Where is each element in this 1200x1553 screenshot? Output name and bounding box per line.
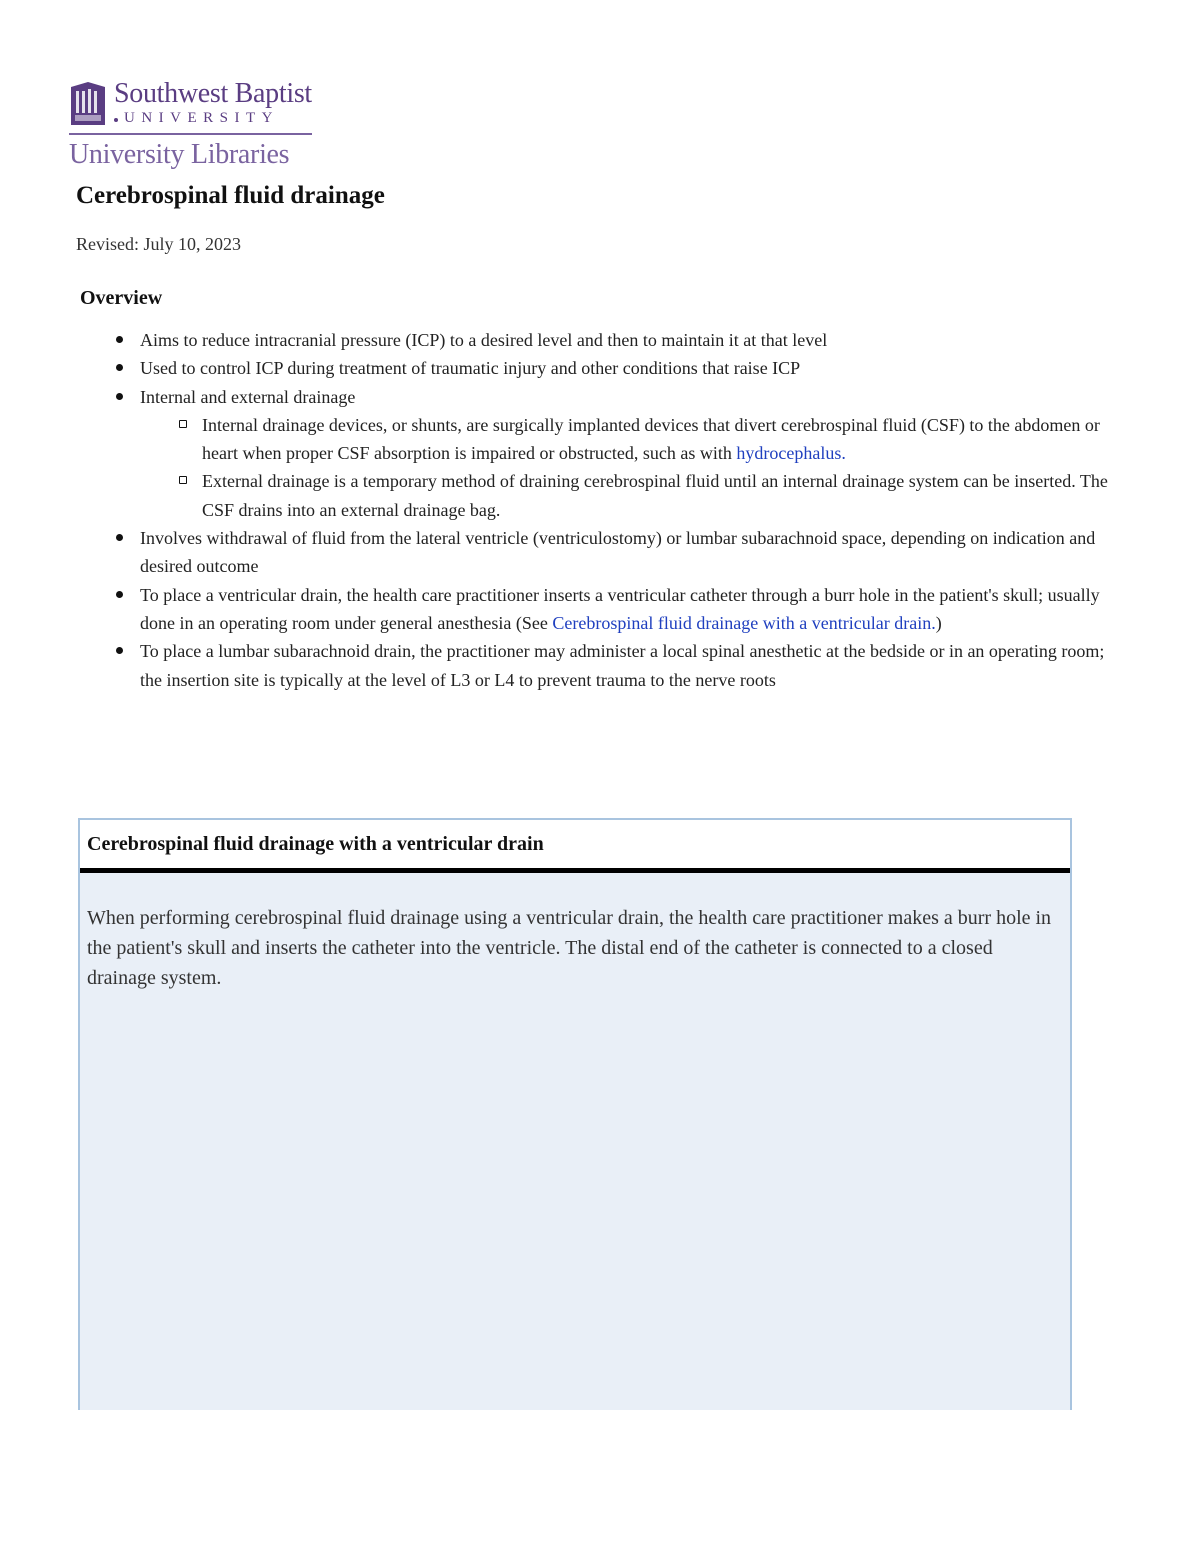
hydrocephalus-link[interactable]: hydrocephalus.	[736, 443, 846, 464]
university-crest-icon	[69, 81, 107, 129]
logo-department: University Libraries	[69, 139, 290, 170]
ventricular-drain-link[interactable]: Cerebrospinal fluid drainage with a ventricular drain.	[552, 612, 936, 633]
sub-list-item-text: Internal drainage devices, or shunts, are surgically implanted devices that divert cerebrospinal fluid (CSF) to the abdomen or heart when proper CSF absorption is impaired or obstructed, such as with	[202, 414, 1100, 464]
university-logo	[68, 78, 318, 178]
list-item-label: Internal and external drainage	[140, 386, 356, 407]
list-item-drainage-types	[140, 383, 1115, 524]
logo-university-word: UNIVERSITY	[124, 110, 279, 126]
list-item-text-end: )	[935, 612, 942, 633]
overview-heading: Overview	[80, 287, 163, 309]
revised-date: Revised: July 10, 2023	[76, 234, 241, 254]
list-item: To place a lumbar subarachnoid drain, the practitioner may administer a local spinal anesthetic at the bedside or in an operating room; the insertion site is typically at the level of L3 or L4 to prevent trauma to the nerve roots	[140, 637, 1115, 694]
card-header	[80, 820, 1070, 873]
logo-divider	[69, 133, 312, 135]
logo-dot-icon	[114, 118, 118, 122]
list-item: Aims to reduce intracranial pressure (ICP) to a desired level and then to maintain it at that level	[140, 326, 1115, 354]
page-title: Cerebrospinal fluid drainage	[76, 182, 385, 209]
sub-list-item-internal	[202, 411, 1115, 468]
card-title: Cerebrospinal fluid drainage with a ventricular drain	[87, 833, 544, 855]
sub-list-item-external: External drainage is a temporary method of draining cerebrospinal fluid until an internal drainage system can be inserted. The CSF drains into an external drainage bag.	[202, 467, 1115, 524]
list-item-ventricular	[140, 581, 1115, 638]
overview-list	[140, 326, 1115, 694]
drainage-sub-list	[140, 411, 1115, 524]
logo-university-name: Southwest Baptist	[114, 78, 312, 109]
ventricular-drain-card	[78, 818, 1072, 1410]
list-item: Used to control ICP during treatment of traumatic injury and other conditions that raise ICP	[140, 354, 1115, 382]
card-body-text: When performing cerebrospinal fluid drainage using a ventricular drain, the health care practitioner makes a burr hole in the patient's skull and inserts the catheter into the ventricle. The distal end of the catheter is connected to a closed drainage system.	[87, 907, 1052, 989]
list-item-text: To place a ventricular drain, the health care practitioner inserts a ventricular catheter through a burr hole in the patient's skull; usually done in an operating room under general anesthesia (See	[140, 584, 1100, 633]
list-item: Involves withdrawal of fluid from the lateral ventricle (ventriculostomy) or lumbar subarachnoid space, depending on indication and desired outcome	[140, 524, 1115, 581]
